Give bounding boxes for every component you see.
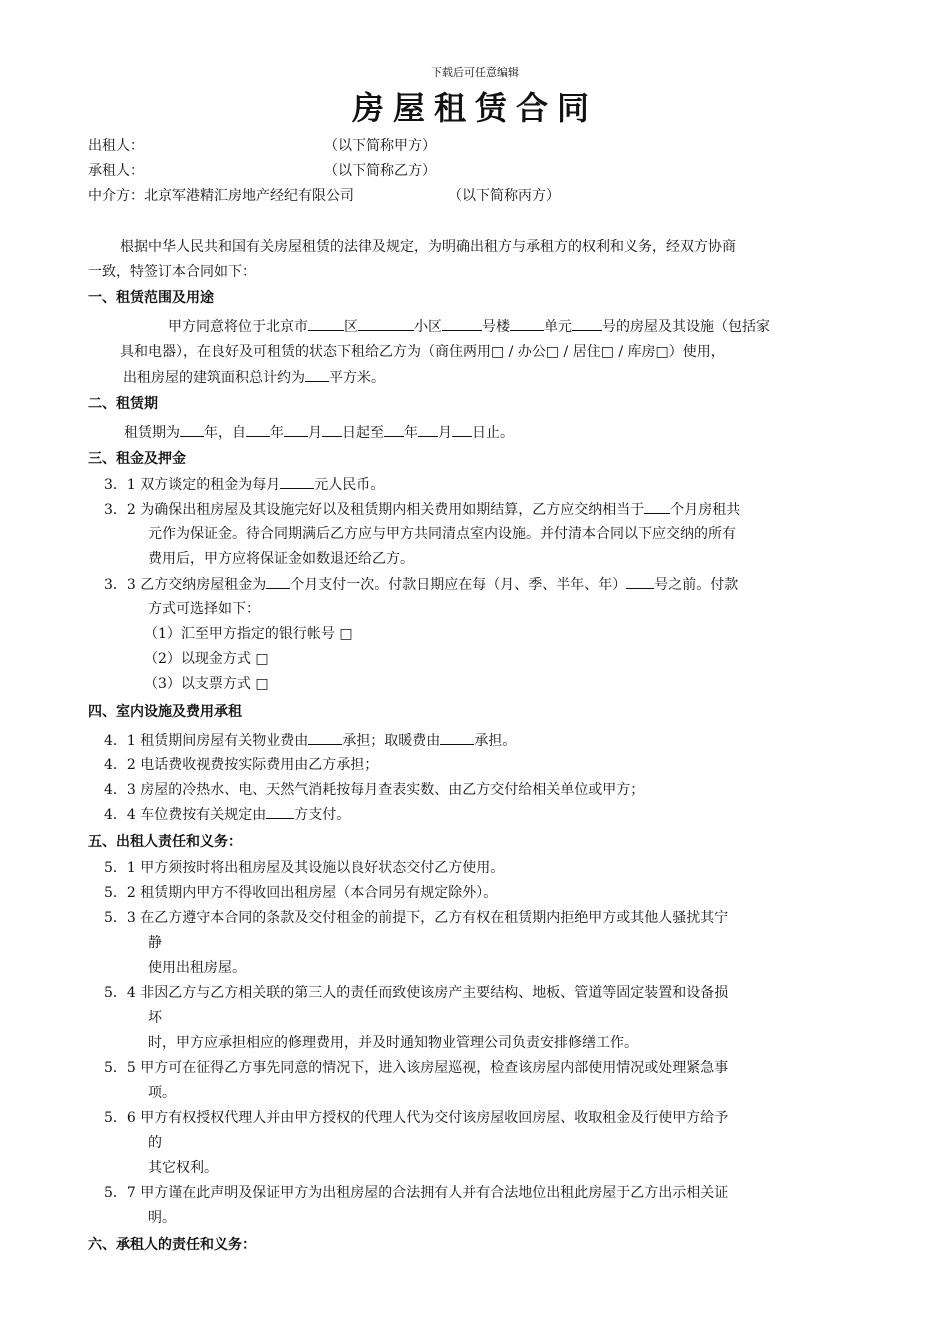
blank-payment-day[interactable] xyxy=(626,573,654,589)
text-run: 月 xyxy=(308,425,322,441)
property-location-line xyxy=(168,315,770,338)
blank-monthly-rent[interactable] xyxy=(280,473,314,489)
party-agent xyxy=(88,185,560,207)
text-run: 承担；取暖费由 xyxy=(342,733,441,749)
text-run: 3．1 双方谈定的租金为每月 xyxy=(104,477,281,493)
clause-5-1: 5．1 甲方须按时将出租房屋及其设施以良好状态交付乙方使用。 xyxy=(104,860,505,876)
section-heading: 二、租赁期 xyxy=(88,396,158,412)
blank-district[interactable] xyxy=(308,315,344,331)
blank-start-year[interactable] xyxy=(246,421,270,437)
payment-option-bank[interactable]: （1）汇至甲方指定的银行帐号 □ xyxy=(144,626,353,642)
clause-4-4 xyxy=(104,803,350,826)
clause-3-2-cont: 元作为保证金。待合同期满后乙方应与甲方共同清点室内设施。并付清本合同以下应交纳的所有 xyxy=(148,526,736,542)
text-run: 元人民币。 xyxy=(314,477,385,493)
section-heading: 六、承租人的责任和义务： xyxy=(88,1237,256,1253)
text-run: 号的房屋及其设施（包括家 xyxy=(602,319,770,335)
payment-option-cash[interactable]: （2）以现金方式 □ xyxy=(144,651,269,667)
party-label: 中介方：北京军港精汇房地产经纪有限公司 xyxy=(88,188,354,204)
text-run: 月 xyxy=(438,425,452,441)
clause-5-3: 5．3 在乙方遵守本合同的条款及交付租金的前提下，乙方有权在租赁期内拒绝甲方或其他人骚扰其宁 xyxy=(104,910,729,926)
blank-years[interactable] xyxy=(180,421,204,437)
blank-deposit-months[interactable] xyxy=(644,498,670,514)
clause-3-3 xyxy=(104,573,738,596)
usage-line: 具和电器），在良好及可租赁的状态下租给乙方为（商住两用□ / 办公□ / 居住□ / 库房□）使用， xyxy=(120,344,725,360)
section-heading: 五、出租人责任和义务： xyxy=(88,834,242,850)
clause-5-6: 5．6 甲方有权授权代理人并由甲方授权的代理人代为交付该房屋收回房屋、收取租金及行使甲方给予 xyxy=(104,1110,729,1126)
section-heading: 四、室内设施及费用承租 xyxy=(88,704,242,720)
blank-unit[interactable] xyxy=(510,315,544,331)
section-heading: 一、租赁范围及用途 xyxy=(88,290,214,306)
text-run: 4．1 租赁期间房屋有关物业费由 xyxy=(104,733,309,749)
blank-start-month[interactable] xyxy=(284,421,308,437)
party-label: 出租人： xyxy=(88,138,144,154)
text-run: 3．2 为确保出租房屋及其设施完好以及租赁期内相关费用如期结算，乙方应交纳相当于 xyxy=(104,502,645,518)
text-run: 出租房屋的建筑面积总计约为 xyxy=(123,370,305,386)
blank-community[interactable] xyxy=(358,315,414,331)
party-abbr: （以下简称丙方） xyxy=(448,188,560,204)
blank-end-year[interactable] xyxy=(384,421,404,437)
text-run: 租赁期为 xyxy=(124,425,180,441)
text-run: 平方米。 xyxy=(329,370,385,386)
download-note: 下载后可任意编辑 xyxy=(431,66,519,79)
clause-3-1 xyxy=(104,473,384,496)
clause-3-3-cont: 方式可选择如下： xyxy=(148,601,260,617)
blank-building[interactable] xyxy=(442,315,482,331)
clause-5-3-cont: 使用出租房屋。 xyxy=(148,960,246,976)
clause-5-4-cont: 坏 xyxy=(148,1010,162,1026)
party-lessor xyxy=(88,135,436,157)
text-run: 单元 xyxy=(544,319,572,335)
clause-5-7: 5．7 甲方谨在此声明及保证甲方为出租房屋的合法拥有人并有合法地位出租此房屋于乙方出示相关证 xyxy=(104,1185,729,1201)
party-abbr: （以下简称乙方） xyxy=(324,163,436,179)
text-run: 年，自 xyxy=(204,425,246,441)
blank-parking-payer[interactable] xyxy=(266,803,294,819)
blank-payment-months[interactable] xyxy=(266,573,290,589)
text-run: 甲方同意将位于北京市 xyxy=(168,319,308,335)
blank-start-day[interactable] xyxy=(322,421,342,437)
text-run: 4．4 车位费按有关规定由 xyxy=(104,807,267,823)
document-title: 房屋租赁合同 xyxy=(351,89,598,127)
text-run: 号楼 xyxy=(482,319,510,335)
lease-term-line xyxy=(124,421,514,444)
blank-heating-fee-payer[interactable] xyxy=(440,729,474,745)
clause-5-4: 5．4 非因乙方与乙方相关联的第三人的责任而致使该房产主要结构、地板、管道等固定装置和设备损 xyxy=(104,985,729,1001)
payment-option-check[interactable]: （3）以支票方式 □ xyxy=(144,676,269,692)
blank-end-day[interactable] xyxy=(452,421,472,437)
text-run: 承担。 xyxy=(474,733,517,749)
clause-5-3-cont: 静 xyxy=(148,935,162,951)
text-run: 小区 xyxy=(414,319,442,335)
text-run: 日止。 xyxy=(472,425,514,441)
clause-4-2: 4．2 电话费收视费按实际费用由乙方承担； xyxy=(104,757,379,773)
section-heading: 三、租金及押金 xyxy=(88,451,186,467)
text-run: 日起至 xyxy=(342,425,384,441)
text-run: 年 xyxy=(404,425,418,441)
clause-5-7-cont: 明。 xyxy=(148,1210,176,1226)
clause-5-6-cont: 的 xyxy=(148,1135,162,1151)
clause-5-6-cont: 其它权利。 xyxy=(148,1160,218,1176)
text-run: 个月房租共 xyxy=(670,502,741,518)
clause-4-3: 4．3 房屋的冷热水、电、天然气消耗按每月查表实数、由乙方交付给相关单位或甲方； xyxy=(104,782,645,798)
text-run: 方支付。 xyxy=(294,807,351,823)
blank-room[interactable] xyxy=(572,315,602,331)
preamble-line: 根据中华人民共和国有关房屋租赁的法律及规定，为明确出租方与承租方的权利和义务，经双方协商 xyxy=(120,239,736,255)
clause-3-2 xyxy=(104,498,740,521)
preamble-line: 一致，特签订本合同如下： xyxy=(88,264,256,280)
clause-5-5-cont: 项。 xyxy=(148,1085,176,1101)
text-run: 3．3 乙方交纳房屋租金为 xyxy=(104,577,267,593)
text-run: 年 xyxy=(270,425,284,441)
party-abbr: （以下简称甲方） xyxy=(324,138,436,154)
clause-5-4-cont: 时，甲方应承担相应的修理费用，并及时通知物业管理公司负责安排修缮工作。 xyxy=(148,1035,638,1051)
clause-5-5: 5．5 甲方可在征得乙方事先同意的情况下，进入该房屋巡视，检查该房屋内部使用情况或处理紧急事 xyxy=(104,1060,729,1076)
text-run: 个月支付一次。付款日期应在每（月、季、半年、年） xyxy=(290,577,627,593)
blank-property-fee-payer[interactable] xyxy=(308,729,342,745)
text-run: 号之前。付款 xyxy=(654,577,739,593)
party-label: 承租人： xyxy=(88,163,144,179)
area-line xyxy=(123,366,385,389)
blank-area[interactable] xyxy=(305,366,329,382)
clause-3-2-cont: 费用后，甲方应将保证金如数退还给乙方。 xyxy=(148,551,414,567)
text-run: 区 xyxy=(344,319,358,335)
blank-end-month[interactable] xyxy=(418,421,438,437)
party-lessee xyxy=(88,160,436,182)
clause-5-2: 5．2 租赁期内甲方不得收回出租房屋（本合同另有规定除外）。 xyxy=(104,885,498,901)
clause-4-1 xyxy=(104,729,516,752)
